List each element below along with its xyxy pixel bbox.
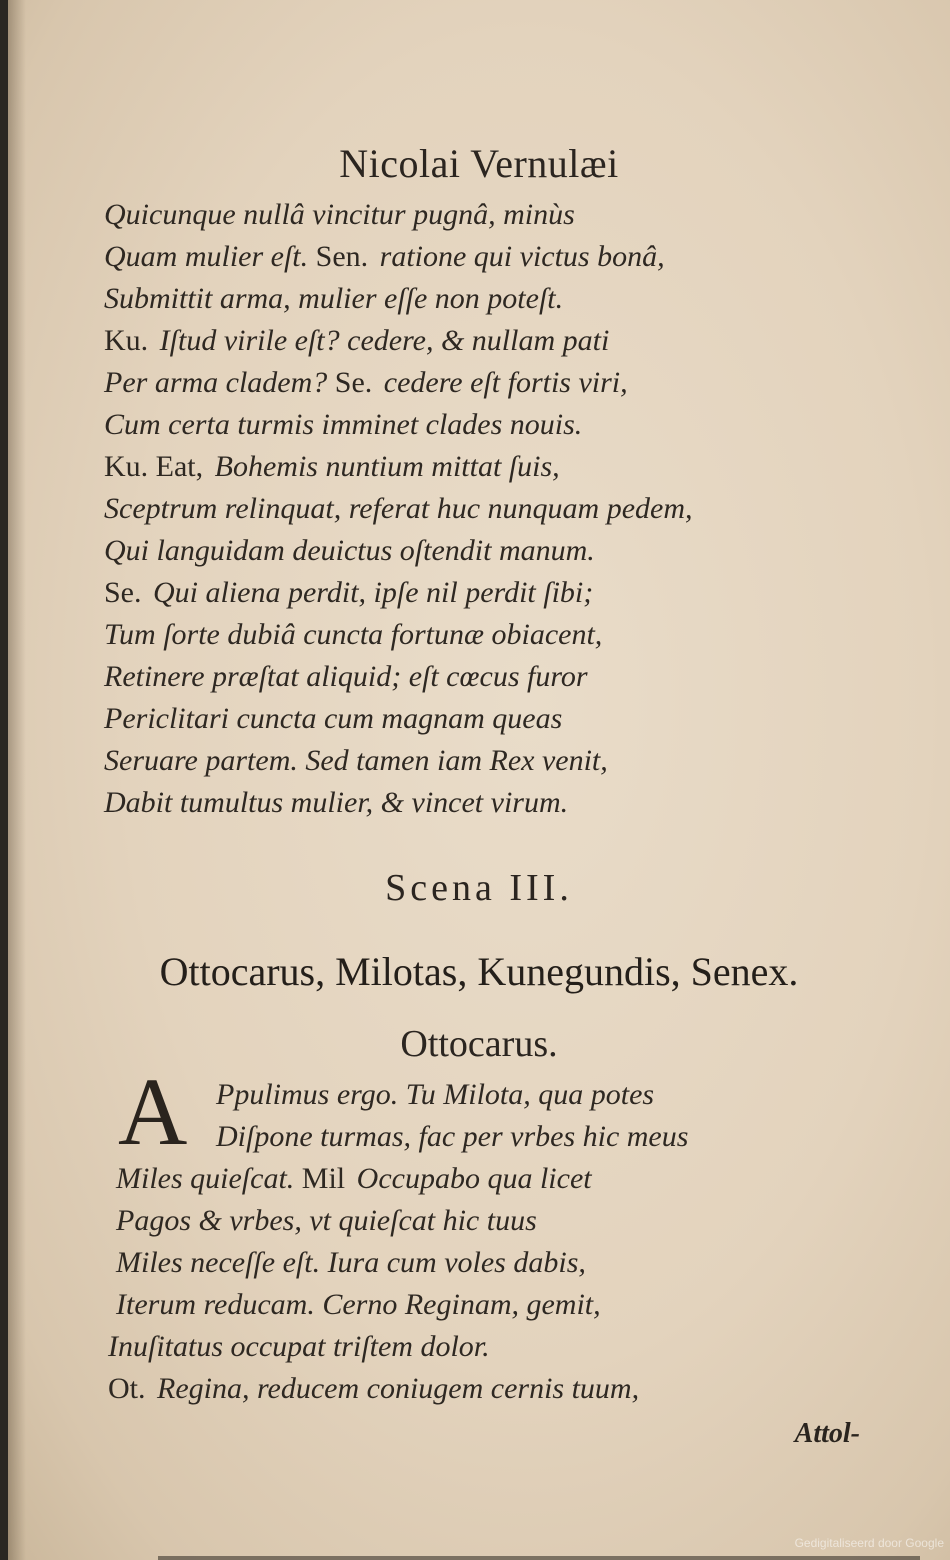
verse-text: Periclitari cuncta cum magnam queas: [104, 702, 563, 735]
verse-text: Per arma cladem?: [104, 366, 335, 399]
verse-line: [216, 1080, 654, 1110]
book-page: [8, 0, 950, 1560]
speaker-label: Ot.: [108, 1372, 146, 1405]
verse-line: [108, 1332, 490, 1362]
verse-text: Quicunque nullâ vincitur pugnâ, minùs: [104, 198, 575, 231]
scene-title: Scena III.: [385, 867, 573, 909]
page-edge: [158, 1556, 920, 1560]
drop-cap: A: [118, 1058, 188, 1165]
verse-line: [116, 1248, 586, 1278]
running-head: Nicolai Vernulæi: [339, 141, 619, 186]
verse-text: Miles neceſſe eſt. Iura cum voles dabis,: [116, 1246, 586, 1279]
verse-line: [104, 452, 560, 482]
verse-text: Diſpone turmas, fac per vrbes hic meus: [216, 1120, 689, 1153]
verse-line: [104, 494, 693, 524]
verse-line: [104, 326, 609, 356]
verse-text: Seruare partem. Sed tamen iam Rex venit,: [104, 744, 608, 777]
verse-line: [104, 746, 608, 776]
speaker-label: Ku.: [104, 324, 149, 357]
catchword: Attol-: [794, 1418, 860, 1449]
verse-text: Iterum reducam. Cerno Reginam, gemit,: [116, 1288, 601, 1321]
verse-line: [104, 704, 562, 734]
verse-text: cedere eſt fortis viri,: [376, 366, 628, 399]
verse-text: Inuſitatus occupat triſtem dolor.: [108, 1330, 490, 1363]
speaker-label: Sen.: [315, 240, 369, 273]
verse-line: [104, 200, 575, 230]
verse-line: [104, 410, 582, 440]
verse-line: [104, 368, 628, 398]
verse-line: [104, 662, 588, 692]
speaker-label: Se.: [334, 366, 373, 399]
verse-text: Occupabo qua licet: [349, 1162, 592, 1195]
verse-text: Ppulimus ergo. Tu Milota, qua potes: [216, 1078, 655, 1111]
verse-text: Tum ſorte dubiâ cuncta fortunæ obiacent,: [104, 618, 603, 651]
verse-line: [104, 242, 665, 272]
verse-line: [116, 1164, 592, 1194]
dramatis-personae: Ottocarus, Milotas, Kunegundis, Senex.: [159, 949, 799, 994]
verse-text: Pagos & vrbes, vt quieſcat hic tuus: [116, 1204, 537, 1237]
speaker-label: Ku. Eat,: [104, 450, 204, 483]
verse-text: Qui aliena perdit, ipſe nil perdit ſibi;: [145, 576, 594, 609]
verse-text: Iſtud virile eſt? cedere, & nullam pati: [152, 324, 610, 357]
verse-line: [104, 620, 602, 650]
verse-line: [104, 578, 593, 608]
verse-line: [104, 788, 568, 818]
verse-text: Dabit tumultus mulier, & vincet virum.: [104, 786, 569, 819]
verse-text: ratione qui victus bonâ,: [372, 240, 665, 273]
digitization-watermark: Gedigitaliseerd door Google: [794, 1536, 944, 1550]
verse-text: Bohemis nuntium mittat ſuis,: [207, 450, 560, 483]
verse-line: [108, 1374, 639, 1404]
verse-line: [104, 536, 595, 566]
verse-text: Quam mulier eſt.: [104, 240, 316, 273]
speaker-label: Mil: [301, 1162, 346, 1195]
verse-line: [116, 1290, 601, 1320]
verse-line: [216, 1122, 688, 1152]
verse-text: Submittit arma, mulier eſſe non poteſt.: [104, 282, 564, 315]
verse-text: Cum certa turmis imminet clades nouis.: [104, 408, 583, 441]
speaker-heading: Ottocarus.: [400, 1023, 558, 1065]
verse-text: Retinere præſtat aliquid; eſt cœcus furor: [104, 660, 588, 693]
verse-line: [116, 1206, 537, 1236]
verse-line: [104, 284, 563, 314]
verse-text: Qui languidam deuictus oſtendit manum.: [104, 534, 595, 567]
verse-text: Miles quieſcat.: [116, 1162, 302, 1195]
speaker-label: Se.: [104, 576, 142, 609]
verse-text: Regina, reducem coniugem cernis tuum,: [149, 1372, 640, 1405]
verse-text: Sceptrum relinquat, referat huc nunquam pedem,: [104, 492, 693, 525]
